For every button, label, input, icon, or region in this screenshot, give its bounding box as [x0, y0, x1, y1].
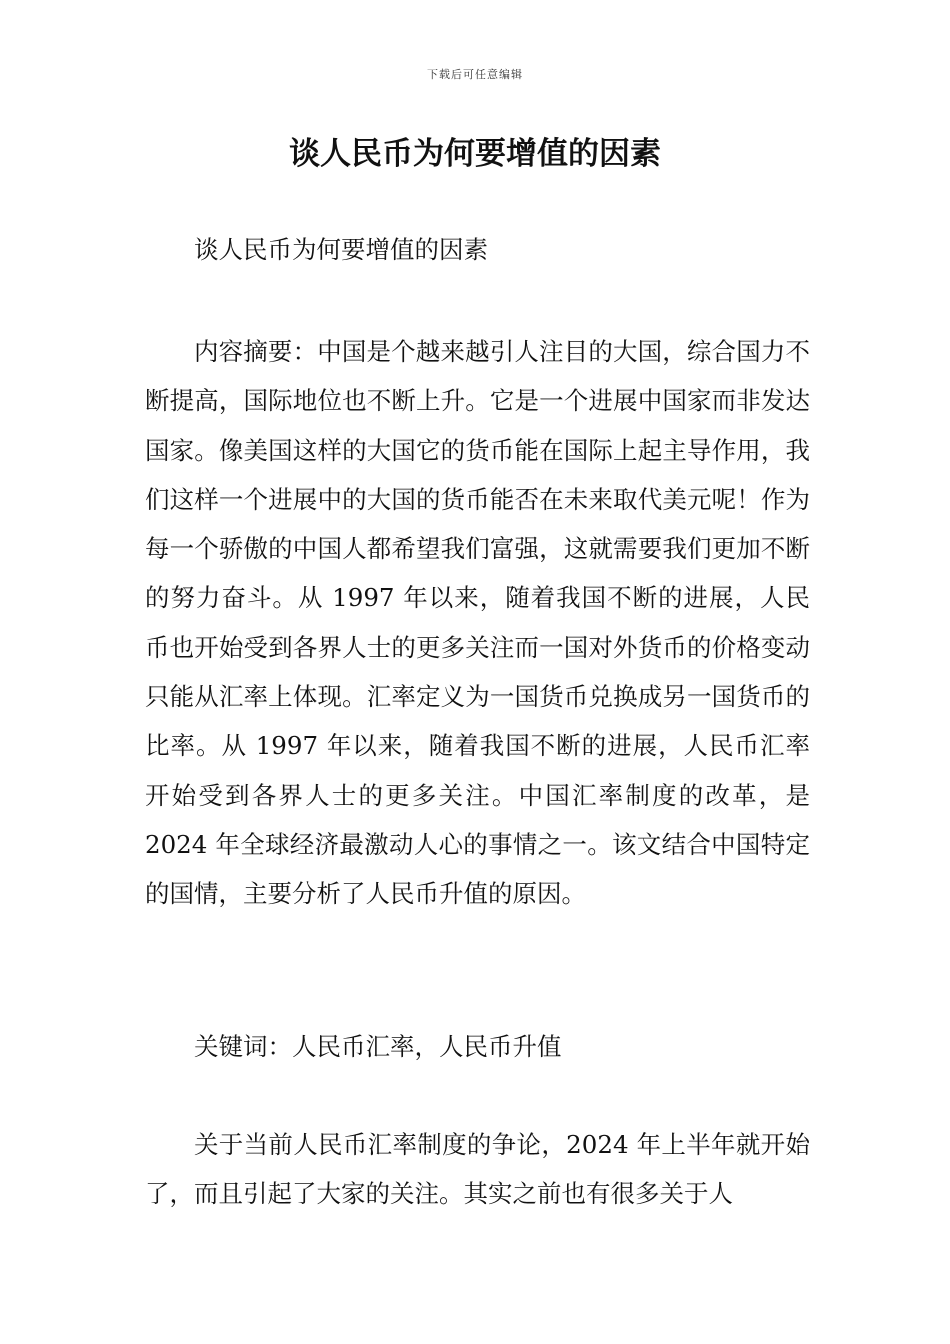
header-note: 下载后可任意编辑	[427, 68, 523, 81]
document-subtitle: 谈人民币为何要增值的因素	[194, 235, 488, 264]
body-paragraph: 关于当前人民币汇率制度的争论，2024 年上半年就开始了，而且引起了大家的关注。其实之前也有很多关于人	[145, 1130, 810, 1209]
document-title: 谈人民币为何要增值的因素	[289, 136, 661, 172]
keywords-line: 关键词：人民币汇率，人民币升值	[194, 1032, 562, 1061]
abstract-paragraph: 内容摘要：中国是个越来越引人注目的大国，综合国力不断提高，国际地位也不断上升。它是一个进展中国家而非发达国家。像美国这样的大国它的货币能在国际上起主导作用，我们这样一个进展中的大国的货币能否在未来取代美元呢！作为每一个骄傲的中国人都希望我们富强，这就需要我们更加不断的努力奋斗。从 1997 年以来，随着我国不断的进展，人民币也开始受到各界人士的更多关注而一国对外货币的价格变动只能从汇率上体现。汇率定义为一国货币兑换成另一国货币的比率。从 1997 年以来，随着我国不断的进展，人民币汇率开始受到各界人士的更多关注。中国汇率制度的改革，是 2024 年全球经济最激动人心的事情之一。该文结合中国特定的国情，主要分析了人民币升值的原因。	[145, 337, 810, 909]
